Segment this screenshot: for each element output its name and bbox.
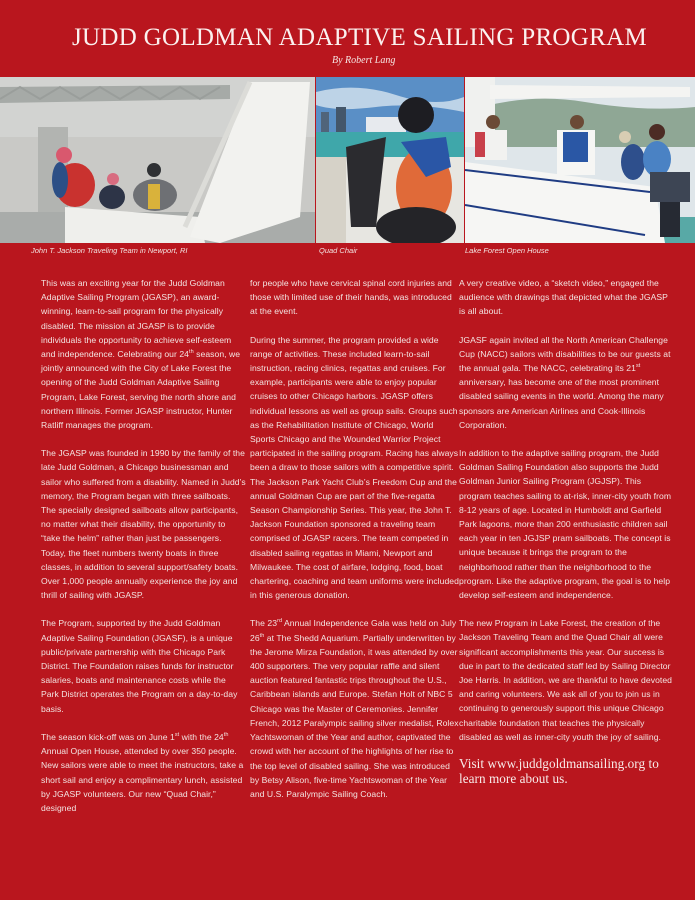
- photo-strip: [0, 77, 695, 243]
- paragraph: This was an exciting year for the Judd Goldman Adaptive Sailing Program (JGASP), an award-winning, learn-to-sail program for the physically disabled. The mission at JGASP is to provide individuals the opportunity to achieve self-esteem and independence. Celebrating our 24th season, we jointly announced with the City of Lake Forest the opening of the Judd Goldman Adaptive Sailing Program, Lake Forest, serving the north shore and northern Illinois. Former JGASP instructor, Hunter Ratliff manages the program.: [41, 278, 241, 431]
- article-column-1: [41, 276, 246, 829]
- paragraph: The new Program in Lake Forest, the creation of the Jackson Traveling Team and the Quad Chair all were significant accomplishments this year. Our success is due in part to the dedicated staff led by Sailing Director Joe Harris. In addition, we are thankful to have devoted and caring volunteers. We ask all of you to join us in continuing to generously support this unique Chicago charitable foundation that teaches the physically disabled as well as inner-city youth the joy of sailing.: [459, 618, 672, 742]
- article-header: [0, 0, 695, 77]
- paragraph: In addition to the adaptive sailing program, the Judd Goldman Sailing Foundation also supports the Judd Goldman Junior Sailing Program (JGJSP). This program teaches sailing to at-risk, inner-city youth from 8-12 years of age. Located in Humboldt and Garfield Park lagoons, more than 200 enthusiastic children sail each year in ten JGJSP pram sailboats. The concept is unique because it brings the program to the neighborhood rather than the neighborhood to the program. Like the adaptive program, the goal is to help develop self-esteem and independence.: [459, 448, 672, 601]
- quad-chair-photo: [316, 77, 464, 243]
- website-callout: Visit www.juddgoldmansailing.org to learn more about us.: [459, 756, 659, 787]
- paragraph: The JGASP was founded in 1990 by the family of the late Judd Goldman, a Chicago businessman and sailor who suffered from a disability. Named in Judd’s memory, the Program began with three sailboats. The specially designed sailboats allow participants, no matter what their disability, the opportunity to “take the helm” rather than just be passengers. Today, the fleet numbers twenty boats in three classes, in addition to several support/safety boats. Over 1,000 people annually experience the joy and thrill of sailing with JGASP.: [41, 448, 246, 601]
- article-column-2: [250, 276, 460, 815]
- sailboat-crew-photo: [0, 77, 315, 243]
- paragraph: for people who have cervical spinal cord injuries and those with limited use of their hands, was introduced at the event.: [250, 278, 452, 317]
- byline: By Robert Lang: [332, 55, 396, 66]
- open-house-boat-photo: [465, 77, 695, 243]
- photo-caption: Quad Chair: [319, 246, 358, 255]
- article-title: JUDD GOLDMAN ADAPTIVE SAILING PROGRAM: [72, 24, 648, 51]
- paragraph: During the summer, the program provided a wide range of activities. These included learn-to-sail instruction, racing clinics, regattas and cruises. For example, participants were able to enjoy popular cruises to other Chicago harbors. JGASP offers individual lessons as well as group sails. Groups such as the Rehabilitation Institute of Chicago, World Sports Chicago and the Wounded Warrior Project participated in the sailing program. Racing has always been a draw to those sailors with a competitive spirit. The Jackson Park Yacht Club’s Freedom Cup and the annual Goldman Cup are part of the five-regatta Season Championship Series. This year, the John T. Jackson Foundation sponsored a traveling team comprised of JGASP racers. The team competed in disabled sailing regattas in Miami, Newport and Milwaukee. The cost of airfare, lodging, food, boat chartering, coaching and team uniforms were included in this generous donation.: [250, 334, 459, 601]
- photo-caption: John T. Jackson Traveling Team in Newport, RI: [31, 246, 188, 255]
- paragraph: A very creative video, a “sketch video,” engaged the audience with drawings that depicted what the JGASP is all about.: [459, 278, 668, 317]
- photo-caption: Lake Forest Open House: [465, 246, 549, 255]
- paragraph: The season kick-off was on June 1st with the 24th Annual Open House, attended by over 350 people. New sailors were able to meet the instructors, take a short sail and enjoy a complimentary lunch, assisted by JGASP volunteers. Our new “Quad Chair,” designed: [41, 731, 244, 813]
- paragraph: The Program, supported by the Judd Goldman Adaptive Sailing Foundation (JGASF), is a unique public/private partnership with the Chicago Park District. The Foundation raises funds for instructor salaries, boats and maintenance costs while the Park District operates the Program on a day-to-day basis.: [41, 618, 238, 714]
- paragraph: The 23rd Annual Independence Gala was held on July 26th at The Shedd Aquarium. Partially underwritten by the Jerome Mirza Foundation, it was attended by over 400 supporters. The very popular raffle and silent auction featured fantastic trips throughout the U.S., Caribbean islands and Europe. Stefan Holt of NBC 5 Chicago was the Master of Ceremonies. Jennifer French, 2012 Paralympic sailing silver medalist, Rolex Yachtswoman of the Year and author, captivated the crowd with her account of the highlights of her rise to the top level of disabled sailing. She was introduced by Betsy Alison, five-time Yachtswoman of the Year and U.S. Paralympic Sailing Coach.: [250, 618, 459, 799]
- paragraph: JGASF again invited all the North American Challenge Cup (NACC) sailors with disabilities to be our guests at the annual gala. The NACC, celebrating its 21st anniversary, has become one of the most prominent disabled sailing events in the world. Among the many sponsors are American Airlines and Cook-Illinois Corporation.: [459, 334, 671, 430]
- article-column-3: [459, 276, 674, 800]
